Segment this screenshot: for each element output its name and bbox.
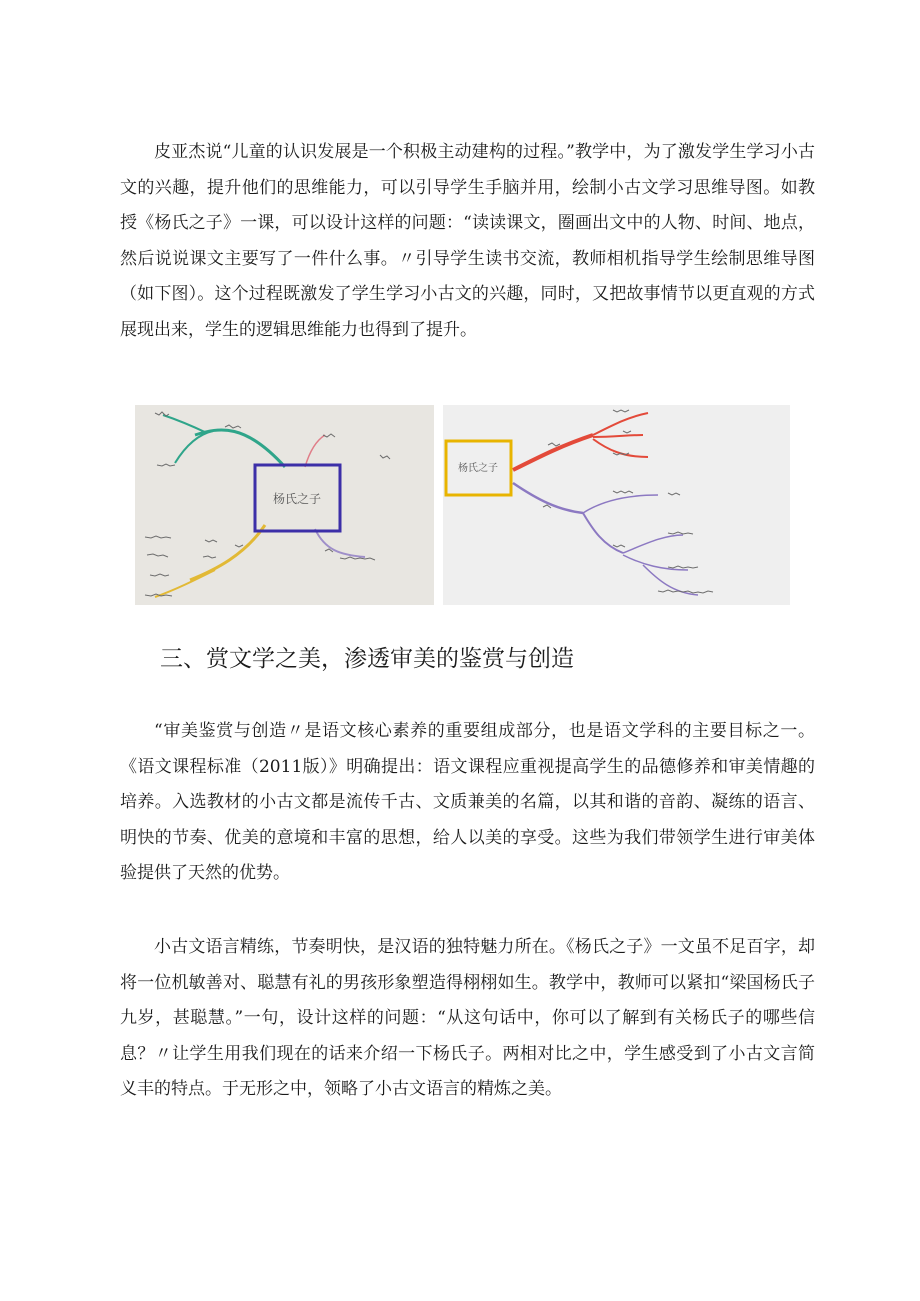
paragraph-aesthetic: “审美鉴赏与创造〃是语文核心素养的重要组成部分，也是语文学科的主要目标之一。《语文课程标准（2011版）》明确提出：语文课程应重视提高学生的品德修养和审美情趣的培养。入选教材的小古文都是流传千古、文质兼美的名篇，以其和谐的音韵、凝练的语言、明快的节奏、优美的意境和丰富的思想，给人以美的享受。这些为我们带领学生进行审美体验提供了天然的优势。 [120,721,815,884]
paragraph-piaget: 皮亚杰说“儿童的认识发展是一个积极主动建构的过程。”教学中，为了激发学生学习小古文的兴趣，提升他们的思维能力，可以引导学生手脑并用，绘制小古文学习思维导图。如教授《杨氏之子》一课，可以设计这样的问题：“读读课文，圈画出文中的人物、时间、地点，然后说说课文主要写了一件什么事。〃引导学生读书交流，教师相机指导学生绘制思维导图（如下图）。这个过程既激发了学生学习小古文的兴趣，同时，又把故事情节以更直观的方式展现出来，学生的逻辑思维能力也得到了提升。 [120,142,815,340]
mindmap-left-drawing [135,405,434,605]
center-label: 杨氏之子 [272,492,322,506]
section-heading: 三、赏文学之美，渗透审美的鉴赏与创造 [160,646,574,672]
center-label: 杨氏之子 [458,463,498,474]
mindmap-photo-right [443,405,790,605]
mindmap-photo-left [135,405,434,605]
paragraph-language: 小古文语言精练，节奏明快，是汉语的独特魅力所在。《杨氏之子》一文虽不足百字，却将一位机敏善对、聪慧有礼的男孩形象塑造得栩栩如生。教学中，教师可以紧扣“梁国杨氏子九岁，甚聪慧。”一句，设计这样的问题：“从这句话中，你可以了解到有关杨氏子的哪些信息？〃让学生用我们现在的话来介绍一下杨氏子。两相对比之中，学生感受到了小古文言简义丰的特点。于无形之中，领略了小古文语言的精炼之美。 [120,937,815,1100]
mindmap-right-drawing [443,405,790,605]
